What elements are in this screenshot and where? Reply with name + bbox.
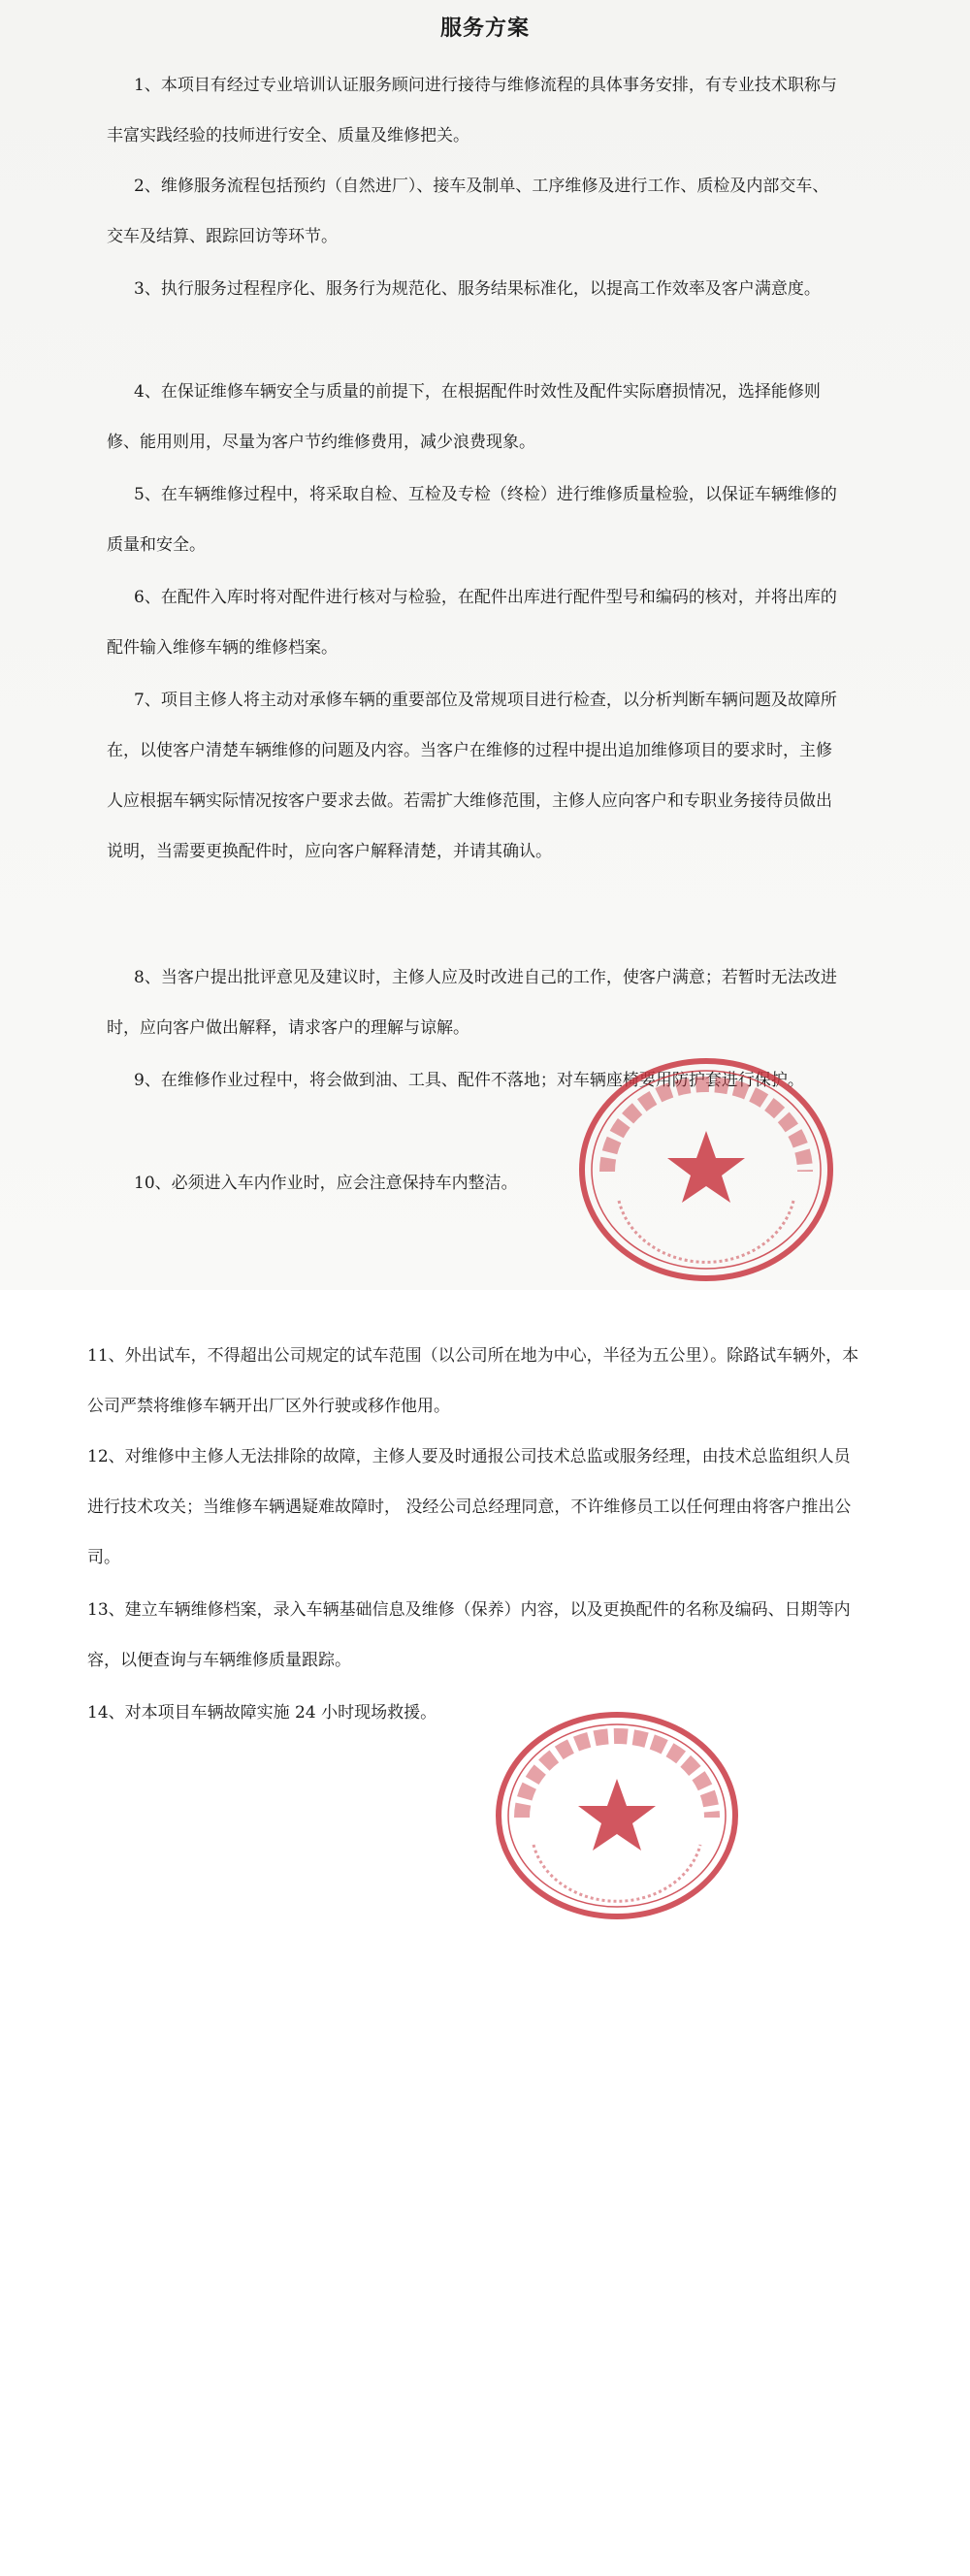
clause-9: 9、在维修作业过程中，将会做到油、工具、配件不落地；对车辆座椅要用防护套进行保护。 [134,1071,804,1090]
clause-5: 5、在车辆维修过程中，将采取自检、互检及专检（终检）进行维修质量检验，以保证车辆维修的质量和安全。 [107,485,837,555]
clause-3: 3、执行服务过程程序化、服务行为规范化、服务结果标准化，以提高工作效率及客户满意度。 [134,279,821,299]
clause-14: 14、对本项目车辆故障实施 24 小时现场救援。 [87,1703,437,1723]
clause-8: 8、当客户提出批评意见及建议时，主修人应及时改进自己的工作，使客户满意；若暂时无法改进时，应向客户做出解释，请求客户的理解与谅解。 [107,968,837,1038]
clause-2: 2、维修服务流程包括预约（自然进厂）、接车及制单、工序维修及进行工作、质检及内部交车、交车及结算、跟踪回访等环节。 [107,177,829,246]
clause-4: 4、在保证维修车辆安全与质量的前提下，在根据配件时效性及配件实际磨损情况，选择能修则修、能用则用，尽量为客户节约维修费用，减少浪费现象。 [107,382,821,452]
document-title: 服务方案 [439,16,530,41]
page-gap [0,1290,970,1305]
company-seal-2 [481,1709,753,1922]
seal-star-icon [578,1779,656,1851]
seal-star-icon [667,1131,745,1203]
clause-6: 6、在配件入库时将对配件进行核对与检验，在配件出库进行配件型号和编码的核对，并将出库的配件输入维修车辆的维修档案。 [107,588,837,658]
clause-13: 13、建立车辆维修档案，录入车辆基础信息及维修（保养）内容，以及更换配件的名称及编码、日期等内容，以便查询与车辆维修质量跟踪。 [87,1600,851,1670]
clause-1: 1、本项目有经过专业培训认证服务顾问进行接待与维修流程的具体事务安排，有专业技术职称与丰富实践经验的技师进行安全、质量及维修把关。 [107,76,837,145]
clause-7: 7、项目主修人将主动对承修车辆的重要部位及常规项目进行检查，以分析判断车辆问题及故障所在，以使客户清楚车辆维修的问题及内容。当客户在维修的过程中提出追加维修项目的要求时，主修人应根据车辆实际情况按客户要求去做。若需扩大维修范围，主修人应向客户和专职业务接待员做出说明，当需要更换配件时，应向客户解释清楚，并请其确认。 [107,691,837,861]
clause-12: 12、对维修中主修人无法排除的故障，主修人要及时通报公司技术总监或服务经理，由技术总监组织人员进行技术攻关；当维修车辆遇疑难故障时， 没经公司总经理同意，不许维修员工以任何理由将客户推出公司。 [87,1447,852,1567]
clause-10: 10、必须进入车内作业时，应会注意保持车内整洁。 [134,1174,518,1193]
company-seal-1 [561,1055,852,1284]
clause-11: 11、外出试车，不得超出公司规定的试车范围（以公司所在地为中心，半径为五公里）。除路试车辆外，本公司严禁将维修车辆开出厂区外行驶或移作他用。 [87,1346,859,1416]
